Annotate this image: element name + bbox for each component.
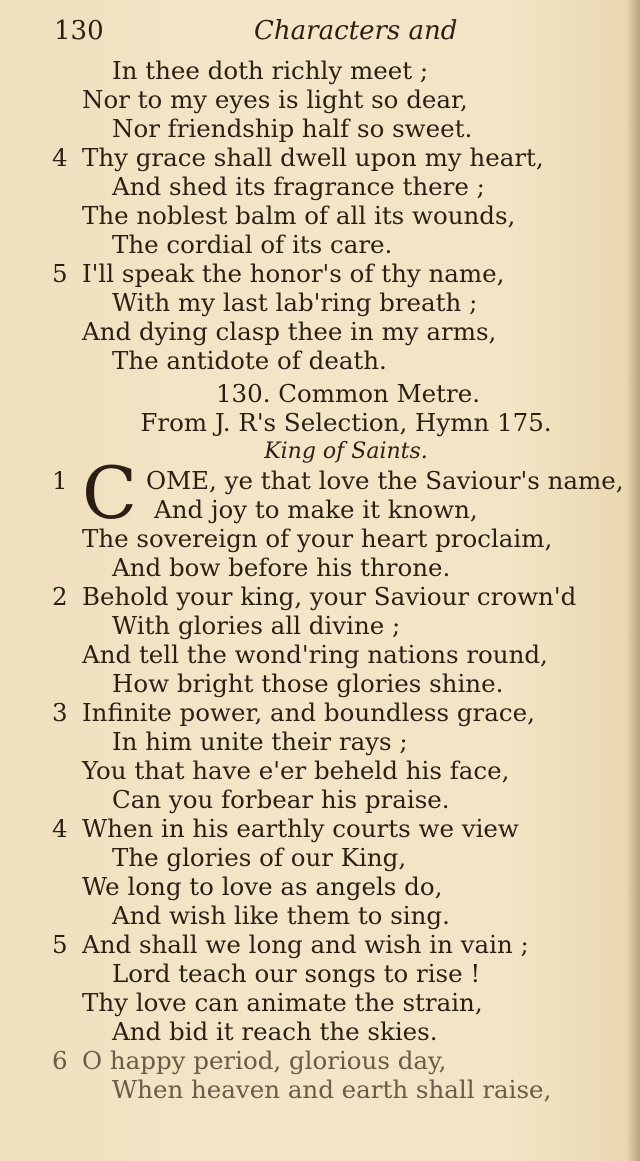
line-text: O happy period, glorious day,	[82, 1046, 447, 1075]
verse-number: 4	[52, 814, 68, 843]
hymn-130-lines	[0, 495, 640, 1104]
line-text: In him unite their rays ;	[112, 727, 408, 756]
line-text: And joy to make it known,	[154, 495, 478, 524]
line-text: In thee doth richly meet ;	[112, 56, 429, 85]
hymn-line	[0, 172, 640, 201]
hymn-line	[0, 143, 640, 172]
line-text: Lord teach our songs to rise !	[112, 959, 481, 988]
line-text: The antidote of death.	[112, 346, 387, 375]
hymn-line	[0, 553, 640, 582]
line-text: The sovereign of your heart proclaim,	[82, 524, 553, 553]
line-text: And bow before his throne.	[112, 553, 451, 582]
line-text: Nor friendship half so sweet.	[112, 114, 473, 143]
hymn-line	[0, 259, 640, 288]
hymn-line	[0, 114, 640, 143]
hymn-line	[0, 288, 640, 317]
running-head: Characters and	[254, 16, 458, 46]
hymn-130-title: King of Saints.	[264, 439, 428, 464]
page-number: 130	[54, 16, 104, 46]
line-text: And bid it reach the skies.	[112, 1017, 438, 1046]
line-text: And dying clasp thee in my arms,	[82, 317, 497, 346]
hymn-line	[0, 988, 640, 1017]
verse-number: 2	[52, 582, 68, 611]
hymn-line	[0, 785, 640, 814]
hymn-text	[0, 56, 640, 1104]
first-line-text: OME, ye that love the Saviour's name,	[146, 466, 624, 495]
line-text: Nor to my eyes is light so dear,	[82, 85, 468, 114]
hymn-line	[0, 669, 640, 698]
hymn-line	[0, 727, 640, 756]
verse-number: 1	[52, 466, 68, 495]
drop-cap: C	[82, 451, 138, 535]
hymn-line	[0, 1017, 640, 1046]
line-text: Behold your king, your Saviour crown'd	[82, 582, 577, 611]
hymn-line	[0, 524, 640, 553]
hymn-130-source: From J. R's Selection, Hymn 175.	[140, 408, 552, 437]
hymn-line	[0, 640, 640, 669]
line-text: The glories of our King,	[112, 843, 407, 872]
hymn-line	[0, 346, 640, 375]
line-text: And wish like them to sing.	[112, 901, 450, 930]
verse-number: 5	[52, 259, 68, 288]
line-text: And tell the wond'ring nations round,	[82, 640, 548, 669]
line-text: The cordial of its care.	[112, 230, 393, 259]
line-text: Thy love can animate the strain,	[82, 988, 483, 1017]
hymn-line	[0, 317, 640, 346]
hymn-line	[0, 959, 640, 988]
hymn-line	[0, 495, 640, 524]
line-text: And shall we long and wish in vain ;	[82, 930, 529, 959]
line-text: I'll speak the honor's of thy name,	[82, 259, 505, 288]
hymn-line	[0, 872, 640, 901]
hymn-line	[0, 1075, 640, 1104]
hymn-line	[0, 756, 640, 785]
hymn-line	[0, 930, 640, 959]
hymn-129-continued	[0, 56, 640, 375]
line-text: With my last lab'ring breath ;	[112, 288, 478, 317]
hymn-line	[0, 1046, 640, 1075]
line-text: When in his earthly courts we view	[82, 814, 519, 843]
hymn-line	[0, 230, 640, 259]
line-text: The noblest balm of all its wounds,	[82, 201, 516, 230]
hymn-line	[0, 582, 640, 611]
hymn-line	[0, 698, 640, 727]
hymn-line	[0, 85, 640, 114]
line-text: Infinite power, and boundless grace,	[82, 698, 535, 727]
line-text: When heaven and earth shall raise,	[112, 1075, 552, 1104]
hymn-line	[0, 611, 640, 640]
hymn-line	[0, 201, 640, 230]
verse-number: 3	[52, 698, 68, 727]
verse-number: 5	[52, 930, 68, 959]
hymn-130-number-metre: 130. Common Metre.	[215, 379, 481, 408]
hymn-line	[0, 56, 640, 85]
hymn-line	[0, 814, 640, 843]
page-header	[0, 14, 640, 54]
hymn-line	[0, 901, 640, 930]
line-text: How bright those glories shine.	[112, 669, 504, 698]
line-text: Can you forbear his praise.	[112, 785, 450, 814]
line-text: And shed its fragrance there ;	[112, 172, 485, 201]
line-text: Thy grace shall dwell upon my heart,	[82, 143, 544, 172]
verse-number: 4	[52, 143, 68, 172]
hymn-line	[0, 843, 640, 872]
line-text: You that have e'er beheld his face,	[82, 756, 510, 785]
line-text: With glories all divine ;	[112, 611, 401, 640]
line-text: We long to love as angels do,	[82, 872, 443, 901]
verse-number: 6	[52, 1046, 68, 1075]
